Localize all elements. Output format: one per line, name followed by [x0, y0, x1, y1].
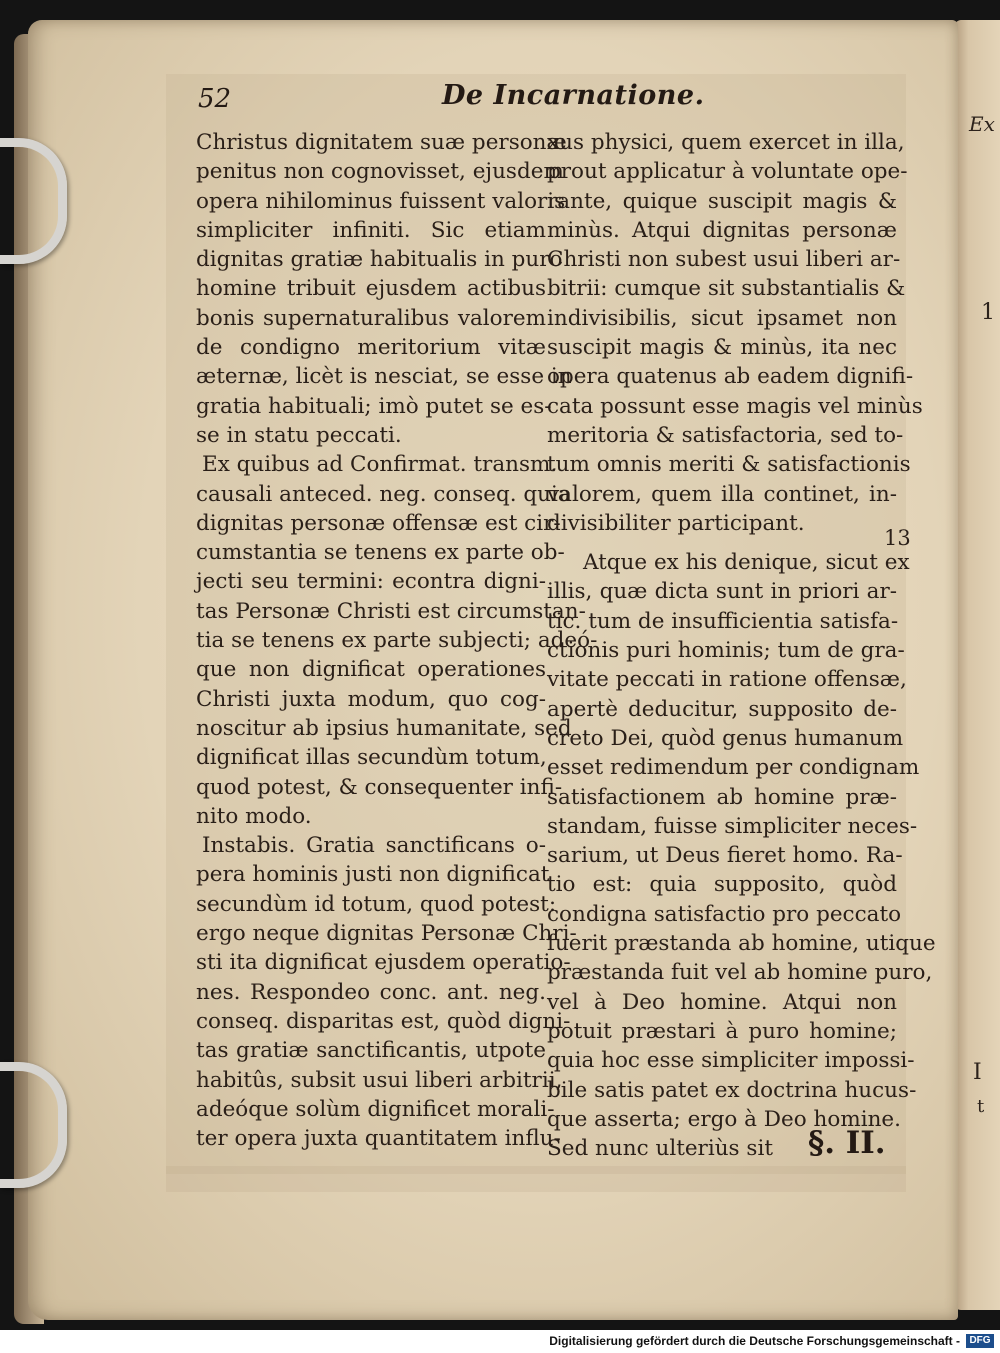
text-line: cata possunt esse magis vel minùs	[547, 393, 923, 419]
text-line: satisfactionem ab homine præ-	[547, 784, 897, 810]
text-line: Atque ex his denique, sicut ex	[583, 550, 910, 576]
text-line: tas Personæ Christi est circumstan-	[196, 598, 586, 624]
text-line: prout applicatur à voluntate ope-	[547, 159, 908, 185]
text-line: Ex quibus ad Confirmat. transm.	[202, 452, 558, 478]
text-line: ergo neque dignitas Personæ Chri-	[196, 921, 577, 947]
text-line: divisibiliter participant.	[547, 510, 805, 536]
running-head: De Incarnatione.	[442, 80, 705, 111]
next-page-fragment: t	[977, 1096, 985, 1117]
text-line: nes. Respondeo conc. ant. neg.	[196, 979, 546, 1005]
funding-notice: Digitalisierung gefördert durch die Deutsche Forschungsgemeinschaft -	[549, 1334, 960, 1348]
text-line: conseq. disparitas est, quòd digni-	[196, 1008, 571, 1034]
text-line: suscipit magis & minùs, ita nec	[547, 335, 897, 361]
text-line: creto Dei, quòd genus humanum	[547, 725, 904, 751]
text-line: minùs. Atqui dignitas personæ	[547, 217, 897, 243]
text-line: simpliciter infiniti. Sic etiam	[196, 217, 546, 243]
text-line: sti ita dignificat ejusdem operatio-	[196, 950, 571, 976]
text-line: adeóque solùm dignificet morali-	[196, 1096, 555, 1122]
text-line: standam, fuisse simpliciter neces-	[547, 813, 918, 839]
text-line: nito modo.	[196, 803, 312, 829]
next-page-fragment: Ex	[969, 112, 995, 136]
dfg-logo: DFG	[966, 1334, 994, 1348]
text-line: illis, quæ dicta sunt in priori ar-	[547, 579, 897, 605]
text-line: que asserta; ergo à Deo homine.	[547, 1106, 901, 1132]
text-line: fuerit præstanda ab homine, utique	[547, 931, 936, 957]
text-line: tas gratiæ sanctificantis, utpote	[196, 1038, 546, 1064]
text-line: vitate peccati in ratione offensæ,	[547, 667, 907, 693]
section-heading: §. II.	[808, 1125, 886, 1161]
text-line: apertè deducitur, supposito de-	[547, 696, 897, 722]
next-page-edge	[955, 20, 1000, 1310]
text-line: que non dignificat operationes	[196, 657, 546, 683]
text-line: æternæ, licèt is nesciat, se esse in	[196, 364, 572, 390]
text-line: jecti seu termini: econtra digni-	[196, 569, 546, 595]
text-line: dignitas personæ offensæ est cir-	[196, 510, 561, 536]
paragraph-gap	[547, 538, 897, 548]
text-line: tio est: quia supposito, quòd	[547, 872, 897, 898]
text-line: Instabis. Gratia sanctificans o-	[202, 833, 546, 859]
text-line: bitrii: cumque sit substantialis &	[547, 276, 906, 302]
text-line: penitus non cognovisset, ejusdem	[196, 159, 564, 185]
text-line: opera nihilominus fuissent valoris	[196, 188, 566, 214]
text-line: opera quatenus ab eadem dignifi-	[547, 364, 914, 390]
text-line: Christi non subest usui liberi ar-	[547, 247, 901, 273]
text-line: potuit præstari à puro homine;	[547, 1018, 897, 1044]
text-line: dignificat illas secundùm totum,	[196, 745, 547, 771]
text-line: rante, quique suscipit magis &	[547, 188, 897, 214]
text-line: pera hominis justi non dignificat	[196, 862, 550, 888]
text-line: xus physici, quem exercet in illa,	[547, 130, 905, 155]
page-clip-top	[0, 138, 67, 264]
text-line: homine tribuit ejusdem actibus	[196, 276, 546, 302]
text-line: cumstantia se tenens ex parte ob-	[196, 540, 565, 566]
left-column	[196, 128, 598, 1153]
text-line: tic. tum de insufficientia satisfa-	[547, 608, 899, 634]
text-line: vel à Deo homine. Atqui non	[547, 989, 897, 1015]
text-line: causali anteced. neg. conseq. quia	[196, 481, 571, 507]
text-line: Christi juxta modum, quo cog-	[196, 686, 546, 712]
text-line: ctionis puri hominis; tum de gra-	[547, 638, 905, 664]
text-line: de condigno meritorium vitæ	[196, 335, 546, 361]
text-line: se in statu peccati.	[196, 422, 402, 448]
next-page-fragment: 1	[981, 300, 995, 325]
text-line: præstanda fuit vel ab homine puro,	[547, 960, 933, 986]
text-line: bile satis patet ex doctrina hucus-	[547, 1077, 917, 1103]
text-line: Sed nunc ulteriùs sit	[547, 1136, 773, 1162]
text-line: habitûs, subsit usui liberi arbitrii,	[196, 1067, 563, 1093]
footer-bar	[0, 1330, 1000, 1353]
next-page-fragment: I	[973, 1060, 982, 1085]
text-line: sarium, ut Deus fieret homo. Ra-	[547, 843, 903, 869]
text-line: indivisibilis, sicut ipsamet non	[547, 305, 897, 331]
page-clip-bottom	[0, 1062, 67, 1188]
text-line: quod potest, & consequenter infi-	[196, 774, 563, 800]
text-line: gratia habituali; imò putet se es-	[196, 393, 552, 419]
text-line: valorem, quem illa continet, in-	[547, 481, 897, 507]
page-number: 52	[198, 84, 232, 114]
text-line: dignitas gratiæ habitualis in puro	[196, 247, 563, 273]
text-line: bonis supernaturalibus valorem	[196, 305, 546, 331]
text-line: Christus dignitatem suæ personæ	[196, 130, 567, 155]
text-line: secundùm id totum, quod potest:	[196, 891, 557, 917]
text-line: esset redimendum per condignam	[547, 755, 920, 781]
text-line: noscitur ab ipsius humanitate, sed	[196, 715, 572, 741]
text-line: tia se tenens ex parte subjecti; adeó-	[196, 628, 598, 654]
text-line: ter opera juxta quantitatem influ-	[196, 1126, 561, 1152]
margin-note: 13	[884, 526, 911, 550]
text-line: meritoria & satisfactoria, sed to-	[547, 422, 904, 448]
text-line: quia hoc esse simpliciter impossi-	[547, 1048, 915, 1074]
text-line: tum omnis meriti & satisfactionis	[547, 452, 911, 478]
text-line: condigna satisfactio pro peccato	[547, 901, 902, 927]
